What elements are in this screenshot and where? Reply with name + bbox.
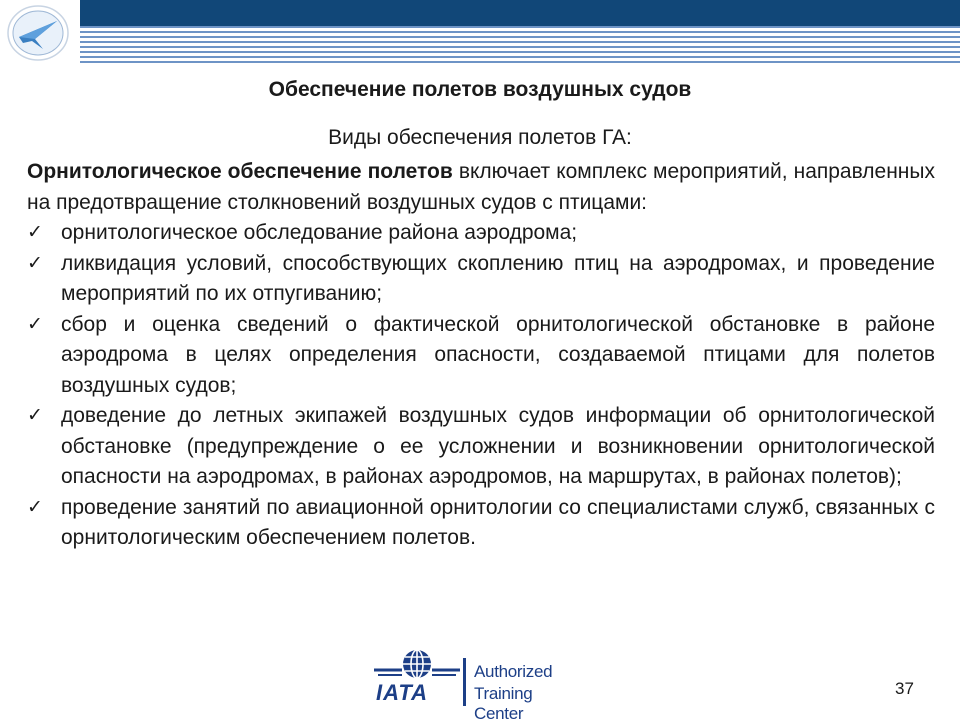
list-item-text: орнитологическое обследование района аэродрома; [61, 221, 578, 244]
header-band [0, 0, 960, 66]
check-icon: ✓ [27, 222, 43, 243]
airplane-emblem-icon [5, 3, 71, 63]
slide-content [27, 157, 935, 554]
slide-title: Обеспечение полетов воздушных судов [268, 78, 692, 101]
list-item-text: проведение занятий по авиационной орнитологии со специалистами служб, связанных с орнитологическим обеспечением полетов. [61, 495, 935, 549]
list-item [27, 218, 935, 249]
intro-bold: Орнитологическое обеспечение полетов [27, 160, 453, 183]
list-item-text: ликвидация условий, способствующих скоплению птиц на аэродромах, и проведение мероприятий по их отпугиванию; [61, 251, 935, 305]
check-icon: ✓ [27, 252, 43, 274]
check-icon: ✓ [27, 405, 43, 426]
page-number: 37 [895, 679, 914, 698]
list-item [27, 493, 935, 554]
globe-icon [372, 648, 462, 680]
check-icon: ✓ [27, 313, 43, 335]
intro-paragraph [27, 157, 935, 218]
training-center-label: Training Center [474, 684, 533, 723]
logo-divider [463, 658, 466, 706]
check-icon: ✓ [27, 496, 43, 518]
authorized-label: Authorized [474, 662, 553, 681]
list-item-text: сбор и оценка сведений о фактической орнитологической обстановке в районе аэродрома в целях определения опасности, создаваемой птицами для полетов воздушных судов; [61, 312, 935, 397]
list-item [27, 310, 935, 402]
iata-wordmark: IATA [376, 680, 429, 705]
header-dark-bar [80, 0, 960, 26]
list-item [27, 249, 935, 310]
header-logo [0, 0, 80, 66]
intro-text: включает комплекс мероприятий, направленных на предотвращение столкновений воздушных судов с птицами: [27, 160, 935, 214]
check-list [27, 218, 935, 554]
iata-logo [370, 648, 580, 723]
list-item [27, 401, 935, 493]
header-stripes [80, 26, 960, 66]
slide-subtitle: Виды обеспечения полетов ГА: [328, 126, 632, 149]
list-item-text: доведение до летных экипажей воздушных судов информации об орнитологической обстановке (предупреждение о ее усложнении и возникновении орнитологической опасности на аэродромах, в районах аэродромов, на маршрутах, в районах полетов); [61, 404, 935, 488]
